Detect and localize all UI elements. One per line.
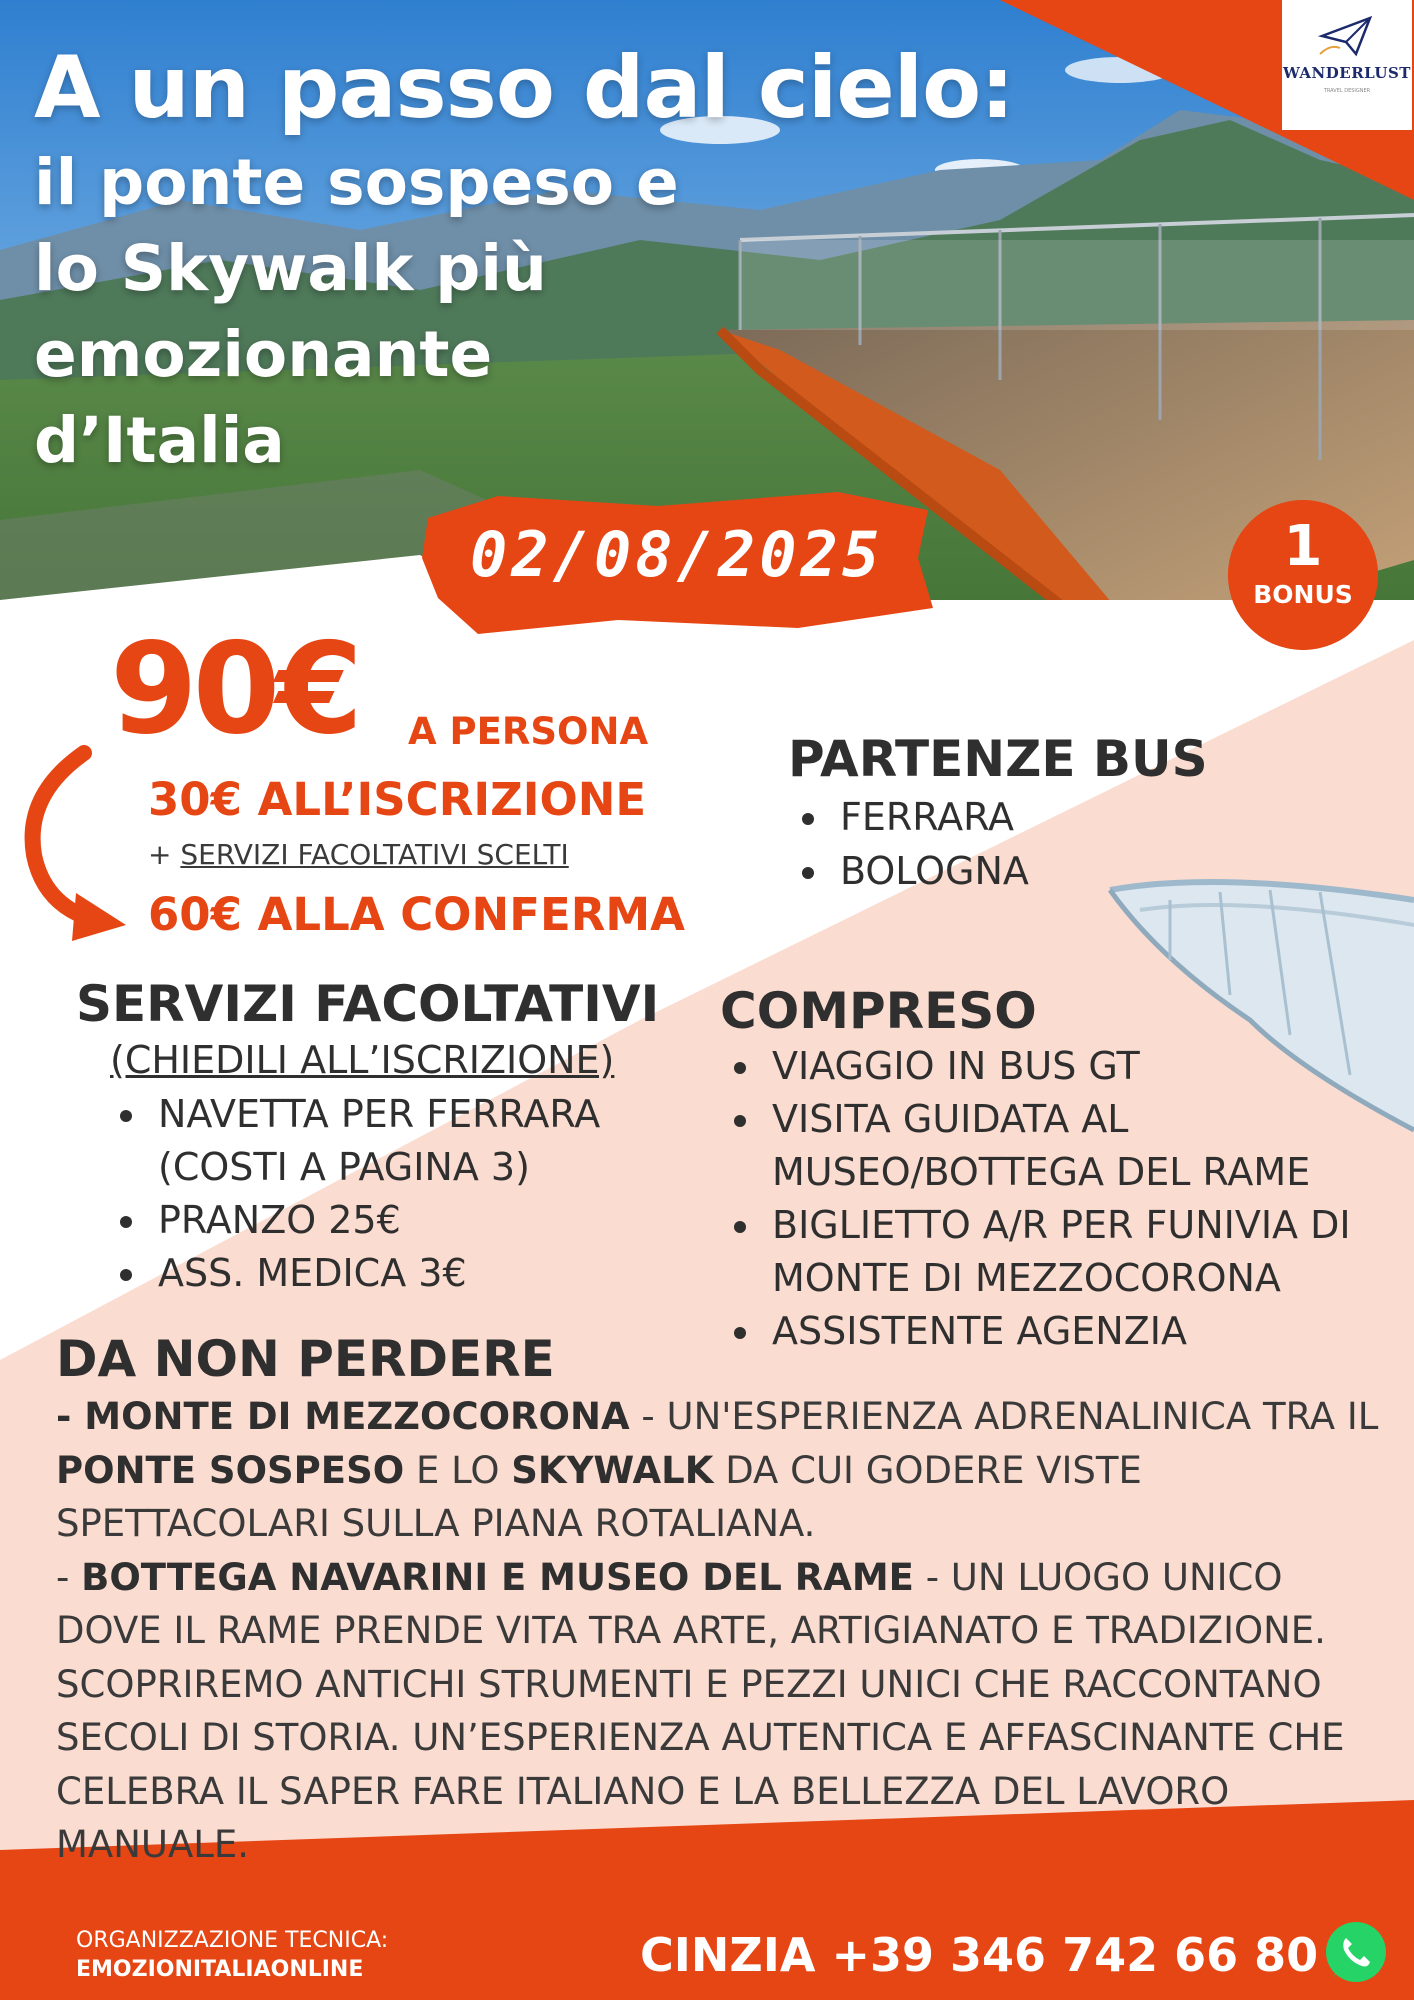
- list-item: • PRANZO 25€: [150, 1194, 710, 1247]
- bonus-number: 1: [1283, 514, 1323, 579]
- optional-prefix: +: [148, 838, 181, 871]
- organizer-name: EMOZIONITALIAONLINE: [76, 1957, 364, 1982]
- highlights-heading: DA NON PERDERE: [56, 1330, 555, 1388]
- list-item: • ASS. MEDICA 3€: [150, 1247, 710, 1300]
- balance: 60€ ALLA CONFERMA: [148, 888, 685, 941]
- highlights-body: [56, 1390, 1396, 1872]
- list-item: • VISITA GUIDATA AL MUSEO/BOTTEGA DEL RAME: [764, 1093, 1414, 1199]
- included-heading: COMPRESO: [720, 982, 1037, 1040]
- contact-phone[interactable]: CINZIA +39 346 742 66 80: [640, 1928, 1319, 1982]
- optional-note: [148, 838, 569, 871]
- optional-services-link: SERVIZI FACOLTATIVI SCELTI: [180, 838, 569, 871]
- departures-list: [800, 790, 1029, 898]
- list-item: • ASSISTENTE AGENZIA: [764, 1305, 1414, 1358]
- included-list: [732, 1040, 1414, 1358]
- curved-arrow-icon: [14, 745, 144, 945]
- highlight-museo-rame: - BOTTEGA NAVARINI E MUSEO DEL RAME - UN LUOGO UNICO DOVE IL RAME PRENDE VITA TRA ARTE, ARTIGIANATO E TRADIZIONE. SCOPRIREMO ANTICHI STRUMENTI E PEZZI UNICI CHE RACCONTANO SECOLI DI STORIA. UN’ESPERIENZA AUTENTICA E AFFASCINANTE CHE CELEBRA IL SAPER FARE ITALIANO E LA BELLEZZA DEL LAVORO MANUALE.: [56, 1555, 1345, 1866]
- logo-tagline: TRAVEL DESIGNER: [1323, 88, 1371, 94]
- subheadline: il ponte sospeso e lo Skywalk più emozionante d’Italia: [34, 146, 679, 477]
- list-item: • BOLOGNA: [832, 844, 1029, 898]
- list-item: • FERRARA: [832, 790, 1029, 844]
- price-per-person: A PERSONA: [408, 710, 649, 753]
- departures-heading: PARTENZE BUS: [788, 730, 1208, 788]
- optional-services-list: [118, 1088, 710, 1300]
- paper-plane-icon: [1318, 14, 1374, 60]
- price: 90€: [110, 615, 359, 762]
- optional-services-heading: SERVIZI FACOLTATIVI: [76, 975, 660, 1033]
- bonus-label: BONUS: [1253, 580, 1353, 609]
- highlight-mezzocorona: - MONTE DI MEZZOCORONA - UN'ESPERIENZA ADRENALINICA TRA IL PONTE SOSPESO E LO SKYWALK DA CUI GODERE VISTE SPETTACOLARI SULLA PIANA ROTALIANA.: [56, 1395, 1379, 1545]
- deposit: 30€ ALL’ISCRIZIONE: [148, 773, 647, 826]
- logo: WANDERLUST: [1283, 64, 1411, 82]
- whatsapp-icon[interactable]: [1320, 1916, 1392, 1988]
- organizer-label: ORGANIZZAZIONE TECNICA:: [76, 1928, 389, 1953]
- list-item: • BIGLIETTO A/R PER FUNIVIA DI MONTE DI MEZZOCORONA: [764, 1199, 1414, 1305]
- optional-services-subheading: (CHIEDILI ALL’ISCRIZIONE): [110, 1038, 615, 1082]
- headline: A un passo dal cielo:: [34, 38, 1014, 138]
- list-item: • NAVETTA PER FERRARA (COSTI A PAGINA 3): [150, 1088, 710, 1194]
- list-item: • VIAGGIO IN BUS GT: [764, 1040, 1414, 1093]
- event-date: 02/08/2025: [470, 518, 884, 591]
